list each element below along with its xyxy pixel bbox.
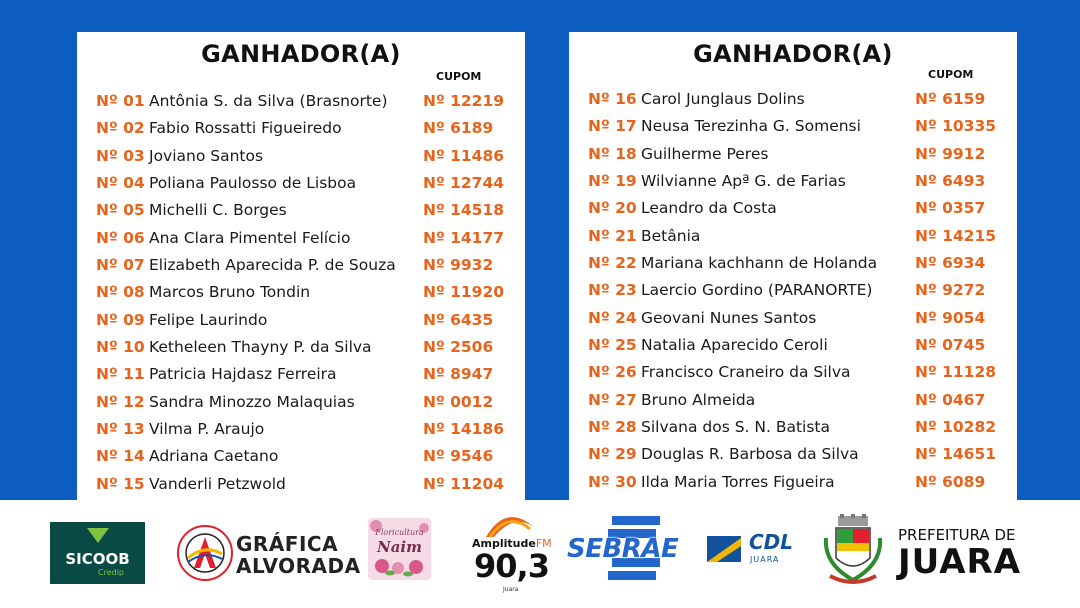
winner-row (569, 472, 1017, 499)
winner-row (77, 282, 525, 309)
winner-name: Adriana Caetano (149, 447, 279, 466)
sicoob-name: SICOOB (65, 550, 130, 568)
grafica-emblem-icon (176, 524, 234, 582)
winner-number: Nº 26 (588, 363, 637, 382)
winner-number: Nº 15 (96, 474, 145, 493)
winners-list (569, 89, 1017, 499)
winner-row (569, 390, 1017, 417)
winners-panel-right (569, 32, 1017, 500)
winner-coupon: Nº 11128 (915, 363, 997, 382)
winner-number: Nº 06 (96, 228, 145, 247)
winner-row (77, 228, 525, 255)
winner-number: Nº 08 (96, 283, 145, 302)
cdl-city: JUARA (750, 555, 780, 564)
winner-name: Silvana dos S. N. Batista (641, 418, 831, 437)
winner-number: Nº 18 (588, 144, 637, 163)
sponsors-footer (0, 500, 1080, 608)
winner-row (77, 255, 525, 282)
winner-name: Patricia Hajdasz Ferreira (149, 365, 337, 384)
winner-name: Michelli C. Borges (149, 201, 287, 220)
winner-number: Nº 10 (96, 338, 145, 357)
winner-coupon: Nº 14215 (915, 226, 997, 245)
sicoob-triangle-icon (87, 528, 109, 543)
prefeitura-juara-logo (820, 512, 1030, 592)
winner-coupon: Nº 6934 (915, 254, 986, 273)
winner-row (569, 171, 1017, 198)
winner-name: Wilvianne Apª G. de Farias (641, 172, 846, 191)
grafica-line1: GRÁFICA (236, 532, 339, 556)
winner-row (569, 116, 1017, 143)
winner-name: Antônia S. da Silva (Brasnorte) (149, 92, 388, 110)
winner-coupon: Nº 14177 (423, 228, 505, 247)
winner-row (77, 364, 525, 391)
amplitude-city: Juara (503, 586, 519, 593)
winner-coupon: Nº 9054 (915, 308, 986, 327)
winner-coupon: Nº 12219 (423, 92, 505, 110)
winner-number: Nº 24 (588, 308, 637, 327)
winner-row (77, 118, 525, 145)
winner-number: Nº 07 (96, 256, 145, 275)
winner-row (569, 308, 1017, 335)
prefeitura-line2: JUARA (898, 542, 1022, 582)
winner-number: Nº 05 (96, 201, 145, 220)
winner-row (77, 337, 525, 364)
winner-name: Vilma P. Araujo (149, 420, 265, 439)
panel-title: GANHADOR(A) (693, 40, 893, 68)
winners-list (77, 91, 525, 501)
coupon-column-label: CUPOM (436, 70, 482, 83)
winner-row (77, 419, 525, 446)
winner-name: Geovani Nunes Santos (641, 308, 817, 327)
winner-number: Nº 11 (96, 365, 145, 384)
juara-crest-icon (820, 514, 886, 586)
cdl-name: CDL (749, 530, 794, 554)
winner-coupon: Nº 12744 (423, 174, 505, 193)
winner-name: Guilherme Peres (641, 144, 769, 163)
winner-row (569, 444, 1017, 471)
winner-coupon: Nº 0357 (915, 199, 986, 218)
winner-number: Nº 22 (588, 254, 637, 273)
winner-coupon: Nº 9272 (915, 281, 986, 300)
winner-number: Nº 23 (588, 281, 637, 300)
winner-name: Mariana kachhann de Holanda (641, 254, 878, 273)
winner-number: Nº 28 (588, 418, 637, 437)
winner-row (569, 198, 1017, 225)
panel-title: GANHADOR(A) (201, 40, 401, 68)
winner-coupon: Nº 14651 (915, 445, 997, 464)
naim-line1: Floricultura (375, 528, 424, 537)
winner-row (569, 253, 1017, 280)
winner-number: Nº 13 (96, 420, 145, 439)
winner-row (77, 91, 525, 118)
cdl-mark-icon (703, 532, 745, 566)
winner-number: Nº 12 (96, 392, 145, 411)
winner-coupon: Nº 10282 (915, 418, 997, 437)
winner-coupon: Nº 0012 (423, 392, 494, 411)
grafica-line2: ALVORADA (236, 554, 361, 578)
sicoob-sub: Credip (98, 568, 124, 577)
coupon-column-label: CUPOM (928, 68, 974, 81)
winner-number: Nº 04 (96, 174, 145, 193)
winner-coupon: Nº 10335 (915, 117, 997, 136)
winner-name: Francisco Craneiro da Silva (641, 363, 851, 382)
winner-name: Fabio Rossatti Figueiredo (149, 119, 342, 138)
winner-coupon: Nº 0745 (915, 336, 986, 355)
winner-coupon: Nº 6159 (915, 90, 986, 108)
winner-row (569, 226, 1017, 253)
winner-number: Nº 25 (588, 336, 637, 355)
naim-line2: Naim (377, 538, 422, 556)
prefeitura-line1: PREFEITURA DE (898, 526, 1016, 544)
winner-row (569, 89, 1017, 116)
winner-number: Nº 20 (588, 199, 637, 218)
winner-coupon: Nº 14186 (423, 420, 505, 439)
winner-name: Ilda Maria Torres Figueira (641, 472, 835, 491)
winner-row (77, 392, 525, 419)
winner-coupon: Nº 2506 (423, 338, 494, 357)
amplitude-frequency: 90,3 (474, 547, 549, 585)
winner-name: Sandra Minozzo Malaquias (149, 392, 355, 411)
winner-coupon: Nº 9912 (915, 144, 986, 163)
amplitude-band: FM (535, 537, 552, 550)
winner-name: Betânia (641, 226, 701, 245)
winner-name: Bruno Almeida (641, 390, 756, 409)
winner-row (77, 310, 525, 337)
winner-name: Neusa Terezinha G. Somensi (641, 117, 861, 136)
winner-number: Nº 27 (588, 390, 637, 409)
winner-number: Nº 01 (96, 92, 145, 110)
winner-name: Ana Clara Pimentel Felício (149, 228, 351, 247)
floricultura-naim-logo (368, 518, 431, 580)
winner-name: Felipe Laurindo (149, 310, 268, 329)
winner-name: Ketheleen Thayny P. da Silva (149, 338, 372, 357)
winner-name: Vanderli Petzwold (149, 474, 286, 493)
sebrae-logo (566, 514, 690, 584)
winner-number: Nº 21 (588, 226, 637, 245)
winner-coupon: Nº 9932 (423, 256, 494, 275)
winner-row (569, 144, 1017, 171)
winner-name: Carol Junglaus Dolins (641, 90, 805, 108)
grafica-alvorada-logo (174, 522, 361, 584)
winner-name: Elizabeth Aparecida P. de Souza (149, 256, 396, 275)
winner-row (77, 146, 525, 173)
winner-row (77, 474, 525, 501)
winner-coupon: Nº 9546 (423, 447, 494, 466)
winner-coupon: Nº 8947 (423, 365, 494, 384)
winner-coupon: Nº 6493 (915, 172, 986, 191)
winner-name: Poliana Paulosso de Lisboa (149, 174, 357, 193)
winner-coupon: Nº 0467 (915, 390, 986, 409)
winner-number: Nº 02 (96, 119, 145, 138)
winner-number: Nº 29 (588, 445, 637, 464)
winner-row (569, 280, 1017, 307)
winner-coupon: Nº 11920 (423, 283, 505, 302)
winner-row (569, 362, 1017, 389)
amplitude-swoosh-icon (484, 509, 536, 539)
winner-number: Nº 17 (588, 117, 637, 136)
winner-number: Nº 03 (96, 146, 145, 165)
winner-row (77, 173, 525, 200)
sicoob-logo (50, 522, 145, 584)
winner-number: Nº 09 (96, 310, 145, 329)
winner-coupon: Nº 14518 (423, 201, 505, 220)
winner-row (77, 446, 525, 473)
winner-number: Nº 19 (588, 172, 637, 191)
winner-number: Nº 30 (588, 472, 637, 491)
winner-name: Joviano Santos (149, 146, 264, 165)
winner-name: Leandro da Costa (641, 199, 777, 218)
sebrae-name: SEBRAE (567, 534, 679, 564)
winner-name: Marcos Bruno Tondin (149, 283, 311, 302)
winner-name: Natalia Aparecido Ceroli (641, 336, 828, 355)
amplitude-fm-logo (470, 505, 552, 600)
winner-coupon: Nº 11486 (423, 146, 505, 165)
winner-coupon: Nº 6189 (423, 119, 494, 138)
winner-row (569, 335, 1017, 362)
amplitude-brand-text: Amplitude (472, 537, 536, 550)
winner-number: Nº 16 (588, 90, 637, 108)
winner-row (77, 200, 525, 227)
winners-panel-left (77, 32, 525, 500)
winner-coupon: Nº 6435 (423, 310, 494, 329)
winner-name: Douglas R. Barbosa da Silva (641, 445, 859, 464)
winner-row (569, 417, 1017, 444)
winner-coupon: Nº 6089 (915, 472, 986, 491)
winner-name: Laercio Gordino (PARANORTE) (641, 281, 873, 300)
cdl-juara-logo (703, 530, 799, 570)
winner-number: Nº 14 (96, 447, 145, 466)
winner-coupon: Nº 11204 (423, 474, 505, 493)
